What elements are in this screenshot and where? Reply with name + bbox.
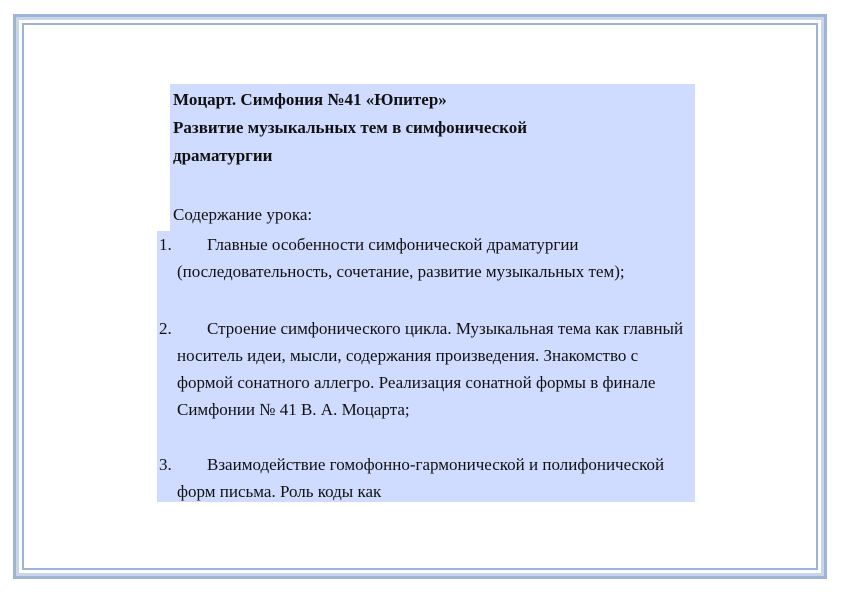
list-item-number: 1. — [159, 235, 172, 254]
list-item-text: Главные особенности симфонической драматургии (последовательность, сочетание, развитие музыкальных тем); — [177, 235, 625, 281]
title-line-3: драматургии — [173, 146, 273, 165]
content-label: Содержание урока: — [173, 205, 313, 224]
lesson-title — [173, 86, 693, 170]
title-line-1: Моцарт. Симфония №41 «Юпитер» — [173, 90, 447, 109]
list-item — [159, 231, 689, 285]
list-item-number: 3. — [159, 455, 172, 474]
list-item-text: Взаимодействие гомофонно-гармонической и полифонической форм письма. Роль коды как — [177, 455, 665, 501]
list-item — [159, 451, 689, 505]
list-item-text: Строение симфонического цикла. Музыкальная тема как главный носитель идеи, мысли, содержания произведения. Знакомство с формой сонатного аллегро. Реализация сонатной формы в финале Симфонии № 41 В. А. Моцарта; — [177, 319, 684, 419]
list-item-number: 2. — [159, 319, 172, 338]
list-item — [159, 315, 689, 423]
title-line-2: Развитие музыкальных тем в симфонической — [173, 118, 528, 137]
